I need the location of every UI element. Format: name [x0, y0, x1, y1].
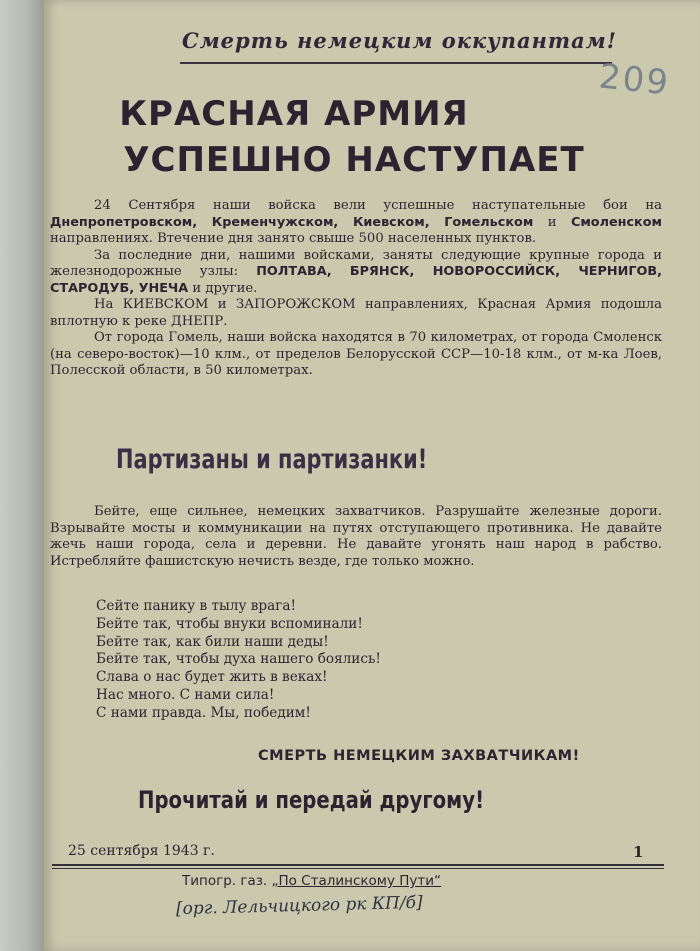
handwritten-note: [орг. Лельчицкого рк КП/б] — [175, 892, 423, 920]
headline-line1: КРАСНАЯ АРМИЯ — [119, 94, 469, 134]
chant-list — [96, 598, 516, 723]
report-paragraph-4: От города Гомель, наши войска находятся в 70 километрах, от города Смоленск (на северо-восток)—10 клм., от пределов Белорусской ССР—10-18 клм., от м-ка Лоев, Полесской области, в 50 километрах. — [50, 330, 662, 378]
partisans-appeal: Бейте, еще сильнее, немецких захватчиков. Разрушайте железные дороги. Взрывайте мосты и коммуникации на путях отступающего противника. Не давайте жечь наши города, села и деревни. Не давайте угонять наш народ в рабство. Истребляйте фашистскую нечисть везде, где только можно. — [50, 504, 662, 569]
closing-slogan: СМЕРТЬ НЕМЕЦКИМ ЗАХВАТЧИКАМ! — [258, 748, 580, 764]
report-paragraph-1: 24 Сентября наши войска вели успешные наступательные бои на Днепропетровском, Кременчужском, Киевском, Гомельском и Смоленском направлениях. Втечение дня занято свыше 500 населенных пунктов. — [50, 198, 662, 246]
chant-line: Нас много. С нами сила! — [96, 686, 275, 703]
footer-rule — [52, 864, 664, 866]
chant-line: Бейте так, как били наши деды! — [96, 633, 329, 650]
header-rule — [180, 62, 612, 64]
chant-line: С нами правда. Мы, победим! — [96, 704, 311, 721]
archive-number: 209 — [597, 56, 672, 104]
header-slogan: Смерть немецким оккупантам! — [182, 28, 617, 53]
pass-on-call: Прочитай и передай другому! — [138, 786, 485, 814]
leaflet-sheet — [44, 0, 700, 951]
report-paragraph-3: На КИЕВСКОМ и ЗАПОРОЖСКОМ направлениях, Красная Армия подошла вплотную к реке ДНЕПР. — [50, 297, 662, 329]
headline-line2: УСПЕШНО НАСТУПАЕТ — [123, 140, 585, 180]
page-edge — [0, 0, 44, 951]
page-number: 1 — [633, 843, 644, 861]
chant-line: Сейте панику в тылу врага! — [96, 598, 296, 614]
chant-line: Бейте так, чтобы внуки вспоминали! — [96, 615, 363, 632]
printer-imprint: Типогр. газ. „По Сталинскому Пути“ — [182, 873, 442, 889]
footer-rule-thin — [52, 868, 664, 869]
partisans-appeal-block — [50, 504, 662, 570]
chant-line: Слава о нас будет жить в веках! — [96, 669, 328, 686]
report-text — [50, 198, 662, 380]
report-paragraph-2: За последние дни, нашими войсками, заняты следующие крупные города и железнодорожные узлы: ПОЛТАВА, БРЯНСК, НОВОРОССИЙСК, ЧЕРНИГОВ, СТАРОДУБ, УНЕЧА и другие. — [50, 247, 662, 296]
partisans-heading: Партизаны и партизанки! — [116, 444, 428, 475]
issue-date: 25 сентября 1943 г. — [68, 843, 215, 859]
chant-line: Бейте так, чтобы духа нашего боялись! — [96, 651, 381, 668]
